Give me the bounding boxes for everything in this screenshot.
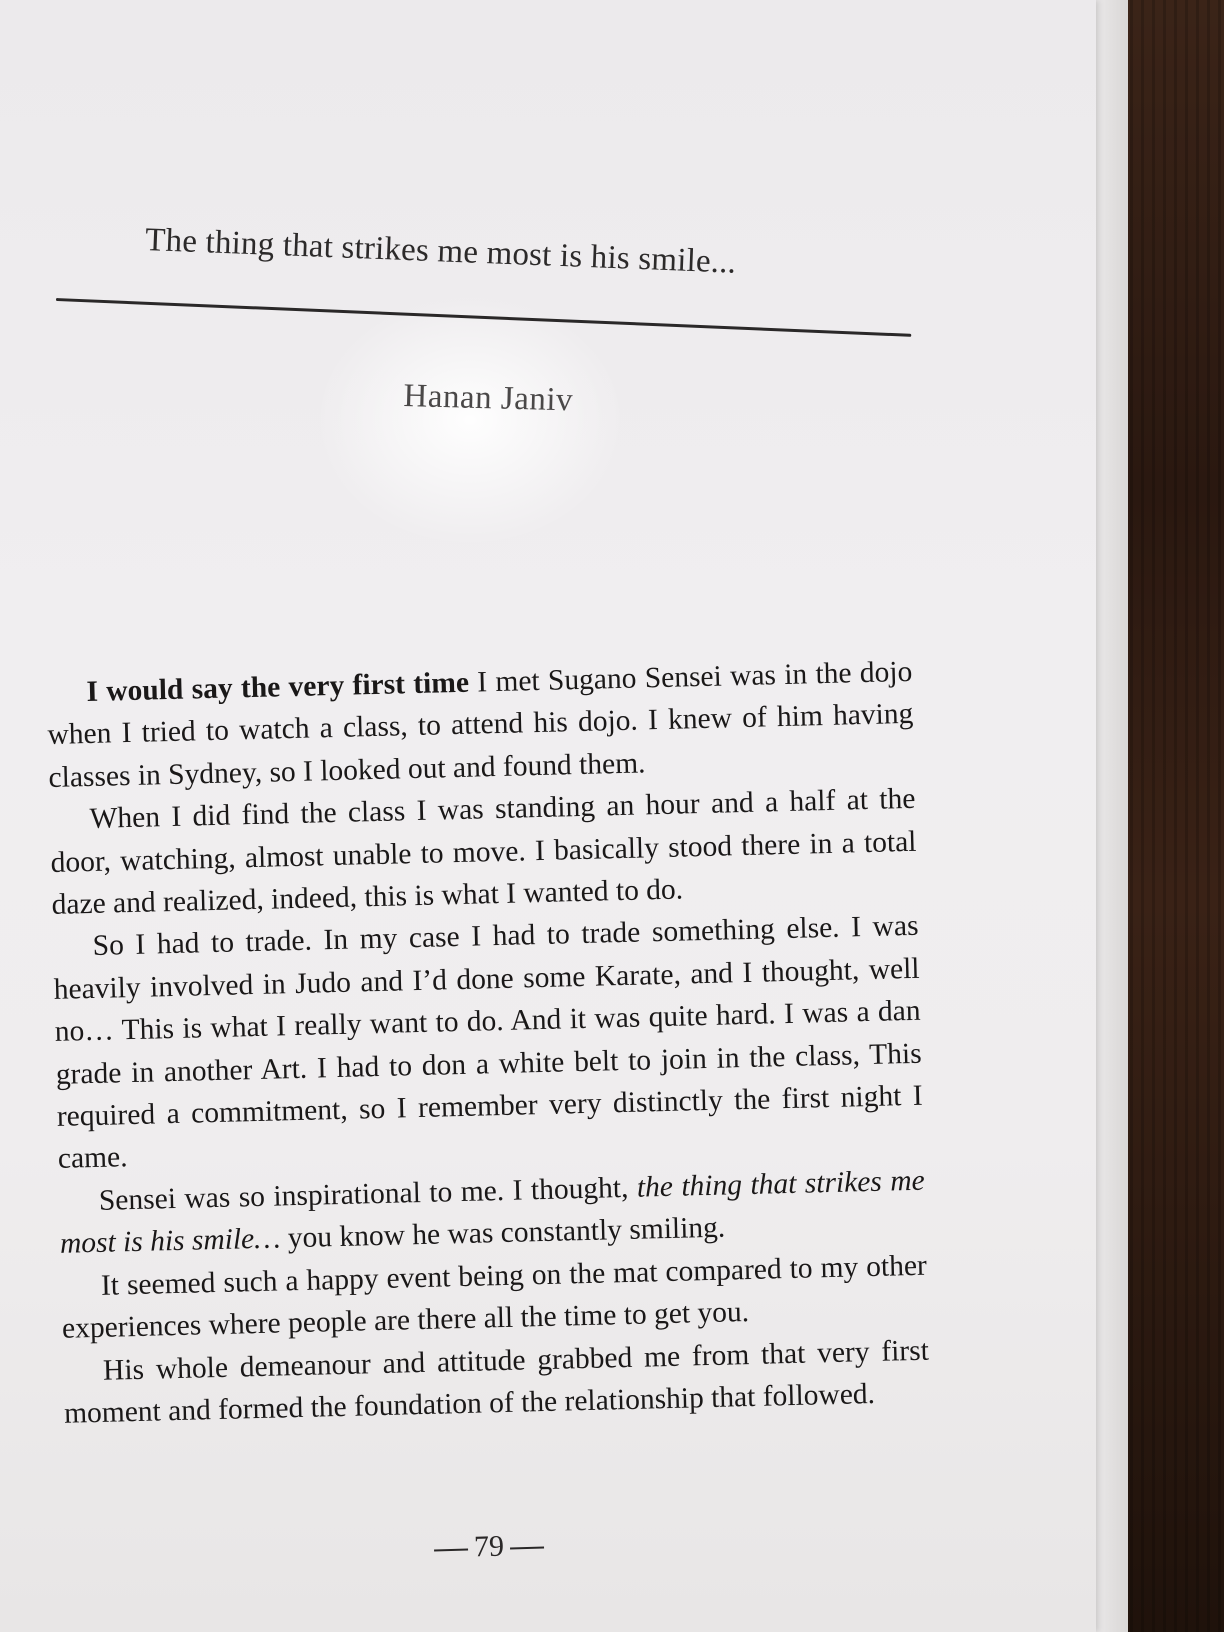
paragraph-2: When I did find the class I was standing an hour and a half at the door, watching, almost unable to move. I basically stood there in a total daze and realized, indeed, this is what I wanted to do. <box>50 783 917 921</box>
page-number <box>428 1528 551 1565</box>
author-name: Hanan Janiv <box>403 378 574 419</box>
body-text <box>46 651 930 1435</box>
paragraph-lead-bold: I would say the very first time <box>86 666 470 709</box>
title-divider-line <box>56 298 911 337</box>
paragraph-6: His whole demeanour and attitude grabbed me from that very first moment and formed the foundation of the relationship that followed. <box>63 1334 930 1430</box>
paragraph-text: you know he was constantly smiling. <box>279 1211 726 1255</box>
paragraph-5: It seemed such a happy event being on the mat compared to my other experiences where people are there all the time to get you. <box>61 1249 928 1345</box>
page-number-value: 79 <box>473 1529 505 1564</box>
dash-right <box>510 1547 544 1550</box>
paragraph-italic-quote: the thing that strikes me most is his smile… <box>59 1164 926 1261</box>
dash-left <box>434 1549 468 1552</box>
paragraph-text: Sensei was so inspirational to me. I thought, <box>98 1171 638 1217</box>
paragraph-1 <box>46 651 915 799</box>
paragraph-text: I met Sugano Sensei was in the dojo when I tried to watch a class, to attend his dojo. I knew of him having classes in Sydney, so I looked out and found them. <box>47 655 914 794</box>
chapter-title: The thing that strikes me most is his smile... <box>144 222 737 281</box>
paragraph-3: So I had to trade. In my case I had to trade something else. I was heavily involved in Judo and I’d done some Karate, and I thought, well no… This is what I really want to do. And it was quite hard. I was a dan grade in another Art. I had to don a white belt to join in the class, This required a commitment, so I remember very distinctly the first night I came. <box>53 910 924 1176</box>
